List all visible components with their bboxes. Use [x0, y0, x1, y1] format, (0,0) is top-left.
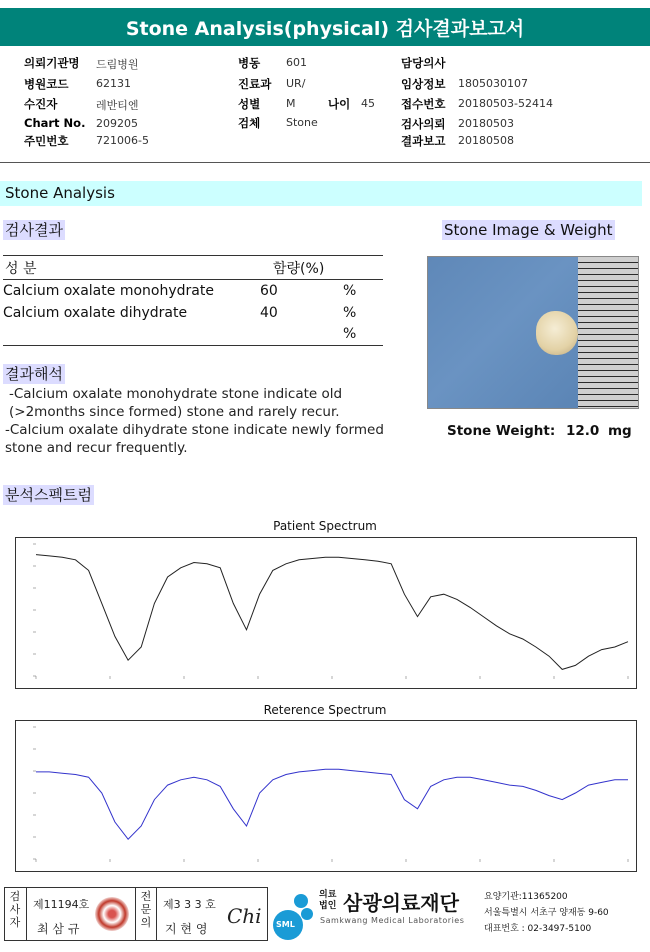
age-label: 나이	[328, 97, 351, 111]
reference-spectrum-svg	[16, 721, 636, 871]
specialist-signature: Chi	[227, 904, 262, 928]
weight-label: Stone Weight:	[447, 423, 556, 439]
component-name: Calcium oxalate monohydrate	[3, 282, 214, 299]
component-value: 40	[260, 304, 278, 321]
receipt-no-value: 20180503-52414	[458, 97, 553, 110]
examinee-value: 레반티엔	[96, 99, 139, 112]
weight-value: 12.0	[565, 423, 600, 439]
doctor-label: 담당의사	[401, 56, 446, 70]
patient-spectrum-title: Patient Spectrum	[273, 519, 377, 533]
footer	[0, 882, 650, 944]
receipt-no-label: 접수번호	[401, 97, 446, 111]
table-row	[3, 324, 383, 346]
org-english: Samkwang Medical Laboratories	[320, 916, 465, 925]
stone-photo	[427, 256, 639, 409]
weight-unit: mg	[607, 423, 632, 439]
interpretation-heading: 결과해석	[5, 365, 63, 383]
age-value: 45	[361, 97, 375, 110]
specialist-name: 지 현 영	[165, 922, 208, 936]
spectrum-heading: 분석스펙트럼	[5, 486, 92, 504]
stone-image-heading: Stone Image & Weight	[444, 221, 613, 239]
logo-text: SML	[276, 920, 295, 929]
sex-value: M	[286, 97, 296, 110]
table-row	[3, 302, 383, 324]
component-value: 60	[260, 282, 278, 299]
component-unit: %	[343, 326, 357, 343]
reference-spectrum-chart	[15, 720, 637, 872]
examiner-name: 최 삼 규	[37, 922, 80, 936]
component-unit: %	[343, 282, 357, 299]
interpretation-text	[5, 386, 415, 457]
info-divider	[0, 162, 650, 163]
sex-label: 성별	[238, 97, 261, 111]
report-date-value: 20180508	[458, 134, 514, 147]
org-label: 의료법인	[319, 890, 337, 911]
report-date-label: 결과보고	[401, 134, 446, 148]
clinical-info-value: 1805030107	[458, 77, 528, 90]
signature-box	[4, 887, 268, 941]
chart-no-label: Chart No.	[24, 116, 86, 130]
institution-value: 드림병원	[96, 58, 139, 71]
component-unit: %	[343, 304, 357, 321]
org-name: 삼광의료재단	[343, 891, 459, 915]
chart-no-value: 209205	[96, 117, 138, 130]
reference-spectrum-title: Reterence Spectrum	[263, 703, 387, 717]
results-heading: 검사결과	[5, 221, 63, 239]
ward-label: 병동	[238, 56, 261, 70]
institution-label: 의뢰기관명	[24, 56, 80, 70]
interpretation-line: -Calcium oxalate dihydrate stone indicate newly formed stone and recur frequently.	[5, 422, 384, 456]
stone-weight	[447, 423, 632, 439]
hospital-code-label: 병원코드	[24, 77, 69, 91]
clinical-info-label: 임상정보	[401, 77, 446, 91]
interpretation-line: -Calcium oxalate monohydrate stone indicate old (>2months since formed) stone and rarely recur.	[9, 386, 343, 420]
specimen-value: Stone	[286, 116, 318, 129]
component-name: Calcium oxalate dihydrate	[3, 304, 188, 321]
examiner-seal	[95, 897, 129, 931]
patient-spectrum-svg	[16, 538, 636, 688]
stone-image	[536, 311, 578, 355]
col-component: 성 분	[3, 256, 273, 280]
dept-value: UR/	[286, 77, 306, 90]
col-content: 함량(%)	[273, 256, 383, 280]
resident-no-value: 721006-5	[96, 134, 149, 147]
resident-no-label: 주민번호	[24, 134, 69, 148]
request-date-value: 20180503	[458, 117, 514, 130]
section-title: Stone Analysis	[0, 181, 642, 206]
spectrum-line	[36, 555, 628, 670]
spectrum-line	[36, 769, 628, 839]
report-title: Stone Analysis(physical) 검사결과보고서	[0, 8, 650, 46]
specialist-label: 전문의	[140, 890, 152, 929]
examiner-label: 검사자	[9, 890, 21, 929]
results-table	[3, 255, 383, 346]
dept-label: 진료과	[238, 77, 272, 91]
examiner-license: 제11194호	[33, 898, 90, 911]
ruler-image	[578, 257, 638, 408]
license-code: 요양기관:11365200	[484, 892, 568, 902]
specialist-license: 제3 3 3 호	[163, 898, 216, 911]
address: 서울특별시 서초구 양재동 9-60	[484, 908, 609, 918]
patient-spectrum-chart	[15, 537, 637, 689]
examinee-label: 수진자	[24, 97, 58, 111]
patient-info	[0, 53, 650, 163]
specimen-label: 검체	[238, 116, 261, 130]
phone: 대표번호 : 02-3497-5100	[484, 924, 592, 934]
hospital-code-value: 62131	[96, 77, 131, 90]
table-row	[3, 280, 383, 302]
request-date-label: 검사의뢰	[401, 117, 446, 131]
ward-value: 601	[286, 56, 307, 69]
